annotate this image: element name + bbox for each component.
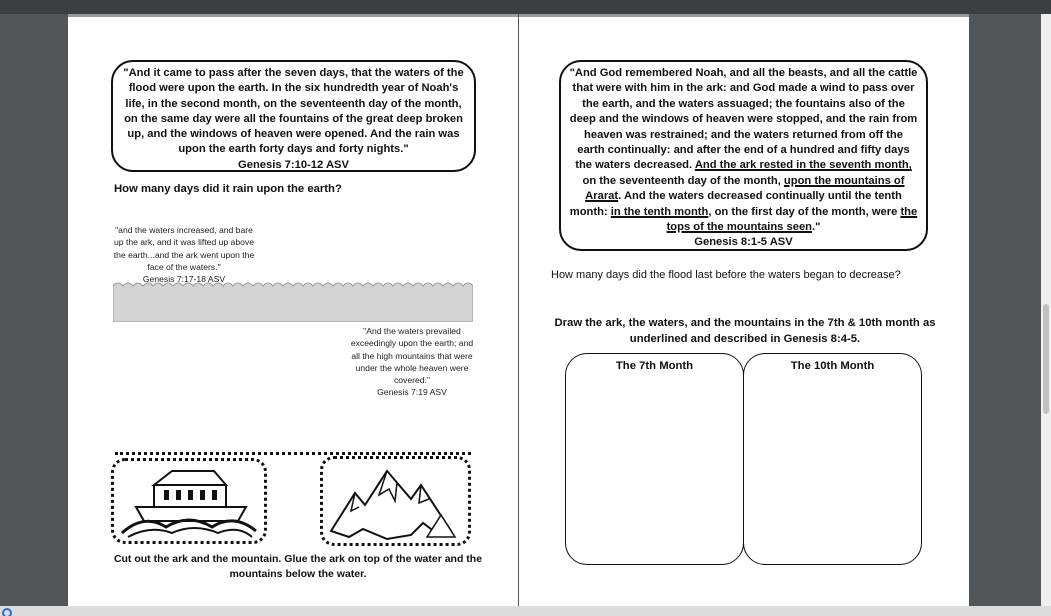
viewer-toolbar	[0, 0, 1051, 14]
quote-citation: Genesis 7:17-18 ASV	[142, 274, 226, 285]
genesis-8-1-quote-box	[559, 60, 928, 251]
genesis-7-10-quote-box	[111, 60, 476, 172]
waters-increased-quote	[111, 224, 257, 285]
cut-line	[115, 452, 471, 455]
quote-citation: Genesis 8:1-5 ASV	[694, 236, 793, 249]
ark-cutout[interactable]	[111, 458, 267, 544]
seventh-month-box[interactable]	[565, 353, 744, 565]
page-top-rule	[519, 14, 969, 17]
quote-text-part: "And God remembered Noah, and all the beasts, and all the cattle that were with him in the ark: and God made a wind to pass over the earth, and the waters assuaged; the fountains also of the deep and the windows of heaven were stopped, and the rain from heaven was restrained; and the waters returned from off the earth continually: and after the end of a hundred and fifty days the waters decreased.	[569, 67, 918, 172]
worksheet-page-right	[519, 14, 969, 606]
worksheet-page-left	[68, 14, 518, 606]
quote-text: "And the waters prevailed exceedingly upon the earth; and all the high mountains that were under the whole heaven were covered."	[350, 326, 474, 386]
zoom-icon[interactable]	[2, 608, 12, 616]
mountain-icon	[323, 459, 468, 543]
quote-text-part: on the seventeenth day of the month,	[582, 174, 784, 187]
quote-text: "And it came to pass after the seven days, that the waters of the flood were upon the earth. In the six hundredth year of Noah's life, in the second month, on the seventeenth day of the month, on the same day were all the fountains of the great deep broken up, and the windows of heaven were opened. And the rain was upon the earth forty days and forty nights."	[123, 67, 464, 156]
quote-text-part: , on the first day of the month, were	[708, 205, 901, 218]
quote-text: "and the waters increased, and bare up the ark, and it was lifted up above the earth...and the ark went upon the face of the waters."	[113, 225, 255, 272]
quote-citation: Genesis 7:10-12 ASV	[238, 158, 349, 171]
rain-days-question: How many days did it rain upon the earth?	[114, 183, 342, 195]
mountain-cutout[interactable]	[320, 456, 471, 546]
month-label: The 7th Month	[615, 360, 694, 372]
tenth-month-box[interactable]	[743, 353, 922, 565]
underlined-phrase: upon the mountains of Ararat	[585, 174, 905, 203]
draw-instructions: Draw the ark, the waters, and the mountains in the 7th & 10th month as underlined and described in Genesis 8:4-5.	[554, 317, 936, 345]
cut-glue-instructions: Cut out the ark and the mountain. Glue the ark on top of the water and the mountains below the water.	[113, 553, 483, 580]
waters-prevailed-quote	[348, 325, 476, 399]
quote-text-part: ."	[812, 221, 821, 234]
underlined-phrase: the tops of the mountains seen	[666, 205, 918, 234]
underlined-phrase: And the ark rested in the seventh month,	[694, 159, 912, 172]
ark-icon	[114, 461, 264, 541]
quote-citation: Genesis 7:19 ASV	[377, 387, 447, 398]
vertical-scrollbar[interactable]	[1041, 14, 1051, 606]
scrollbar-thumb[interactable]	[1043, 304, 1049, 414]
water-strip	[113, 280, 473, 322]
viewer-status-bar	[0, 606, 1051, 616]
page-top-rule	[68, 14, 518, 17]
underlined-phrase: in the tenth month	[610, 205, 709, 218]
month-label: The 10th Month	[790, 360, 875, 372]
flood-days-question: How many days did the flood last before the waters began to decrease?	[551, 269, 901, 281]
quote-text-part: . And the waters decreased continually until the tenth month:	[569, 190, 902, 218]
